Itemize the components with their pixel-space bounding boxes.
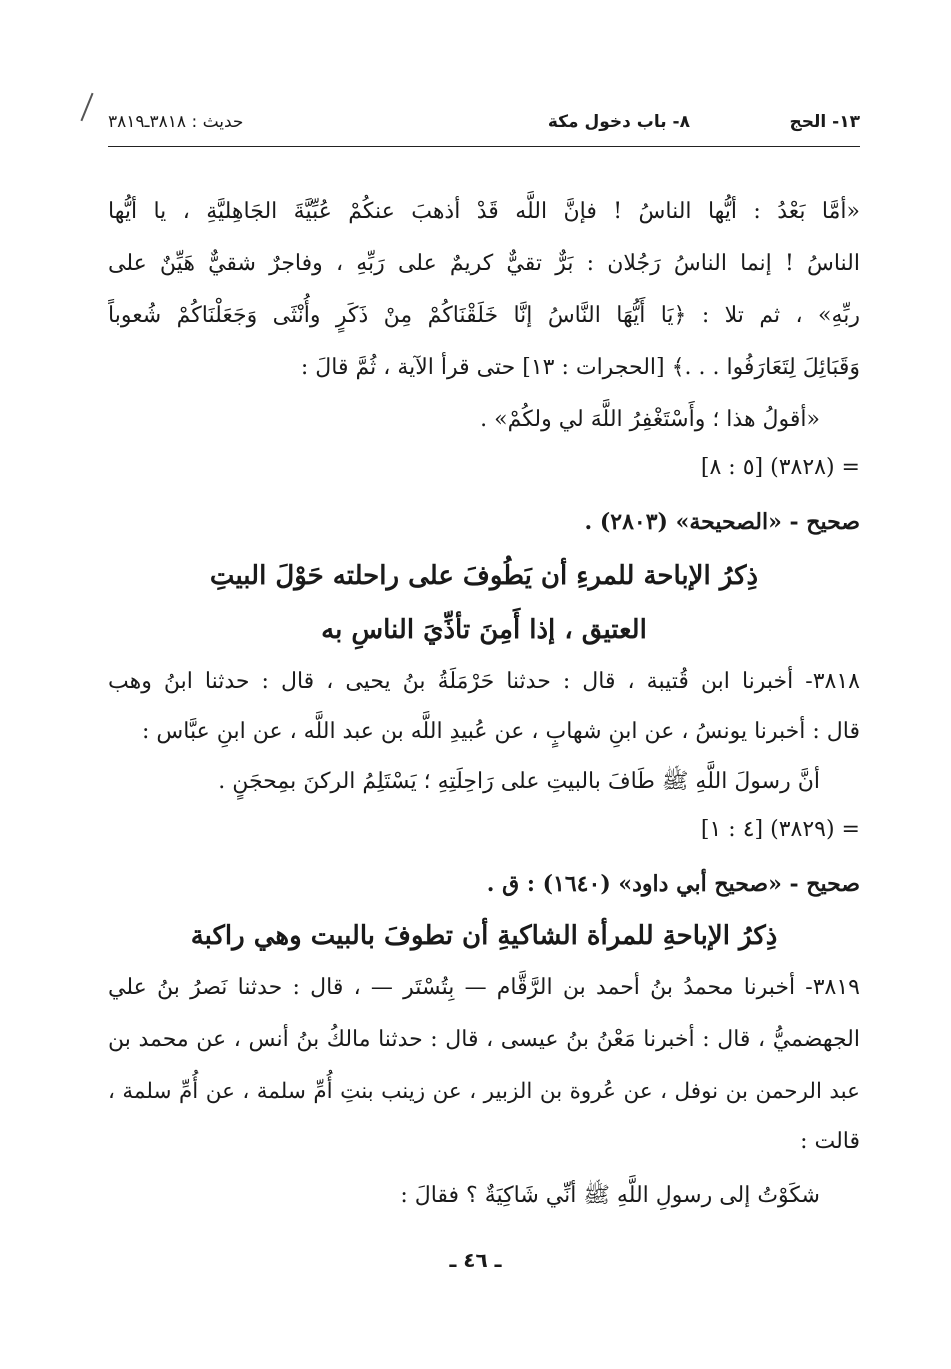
section-title: ٨- باب دخول مكة bbox=[547, 112, 690, 132]
text-line: ربِّهِ» ، ثم تلا : ﴿يَا أَيُّهَا النَّاسُ إنَّا خَلَقْنَاكُمْ مِنْ ذَكَرٍ وأُنْثَى وَجَعَلْنَاكُمْ شُعوباً bbox=[108, 303, 860, 328]
header-rule bbox=[108, 146, 860, 147]
grading-line: صحيح - «صحيح أبي داود» (١٦٤٠) : ق . bbox=[486, 871, 860, 897]
hadith-3819-line: قالت : bbox=[800, 1129, 860, 1154]
grading-line: صحيح - «الصحيحة» (٢٨٠٣) . bbox=[584, 509, 860, 535]
text-line: وَقَبَائِلَ لِتَعَارَفُوا . . .﴾ [الحجرات : ١٣] حتى قرأ الآية ، ثُمَّ قالَ : bbox=[300, 355, 860, 380]
hadith-3819-line: عبد الرحمن بن نوفل ، عن عُروة بن الزبير ، عن زينب بنتِ أُمِّ سلمة ، عن أُمِّ سلمة ، bbox=[108, 1079, 860, 1104]
chapter-heading-2: ذِكرُ الإباحةِ للمرأة الشاكيةِ أن تطوفَ بالبيت وهي راكبة bbox=[190, 921, 778, 951]
chapter-title: ١٣- الحج bbox=[789, 112, 860, 132]
hadith-3819-line: ٣٨١٩- أخبرنا محمدُ بنُ أحمد بن الرَّقَّام — بِتُسْتَر — ، قال : حدثنا نَصرُ بنُ علي bbox=[108, 975, 860, 1000]
cross-reference: = (٣٨٢٨) [٥ : ٨] bbox=[700, 455, 860, 480]
hadith-3818-matn: أنَّ رسولَ اللَّهِ ﷺ طَافَ بالبيتِ على رَاحِلَتِهِ ؛ يَسْتَلِمُ الركنَ بمِحجَنٍ . bbox=[218, 769, 820, 794]
chapter-heading-1b: العتيق ، إذا أَمِنَ تأذِّيَ الناسِ به bbox=[321, 615, 647, 645]
text-line: «أمَّا بَعْدُ : أيُّها الناسُ ! فإنَّ اللَّه قَدْ أذهبَ عنكُمْ عُبِّيَّةَ الجَاهِليَّةِ ، يا أيُّها bbox=[108, 199, 860, 224]
quote-line: «أقولُ هذا ؛ وأَسْتَغْفِرُ اللَّهَ لي ولكُمْ» . bbox=[480, 407, 820, 432]
hadith-3819-matn: شكَوْتُ إلى رسولِ اللَّهِ ﷺ أنِّي شَاكِيَةٌ ؟ فقالَ : bbox=[400, 1183, 820, 1208]
hadith-3818-line: قال : أخبرنا يونسُ ، عن ابنِ شهابٍ ، عن عُبيدِ اللَّه بن عبد اللَّه ، عن ابنِ عبَّاس : bbox=[142, 719, 860, 744]
page-number: ـ ٤٦ ـ bbox=[449, 1248, 502, 1272]
running-header bbox=[108, 104, 860, 144]
text-line: الناسُ ! إنما الناسُ رَجُلان : بَرٌّ تقيٌّ كريمٌ على رَبِّهِ ، وفاجرٌ شقيٌّ هَيِّنٌ على bbox=[108, 251, 860, 276]
hadith-range: حديث : ٣٨١٨ـ٣٨١٩ bbox=[108, 112, 244, 132]
margin-mark bbox=[80, 93, 93, 122]
hadith-3818-line: ٣٨١٨- أخبرنا ابن قُتيبة ، قال : حدثنا حَرْمَلَةُ بنُ يحيى ، قال : حدثنا ابنُ وهب bbox=[108, 669, 860, 694]
chapter-heading-1a: ذِكرُ الإباحة للمرءِ أن يَطُوفَ على راحلته حَوْلَ البيتِ bbox=[209, 561, 759, 591]
cross-reference: = (٣٨٢٩) [٤ : ١] bbox=[700, 817, 860, 842]
hadith-3819-line: الجهضميُّ ، قال : أخبرنا مَعْنُ بنُ عيسى ، قال : حدثنا مالكُ بنُ أنس ، عن محمد بن bbox=[108, 1027, 860, 1052]
